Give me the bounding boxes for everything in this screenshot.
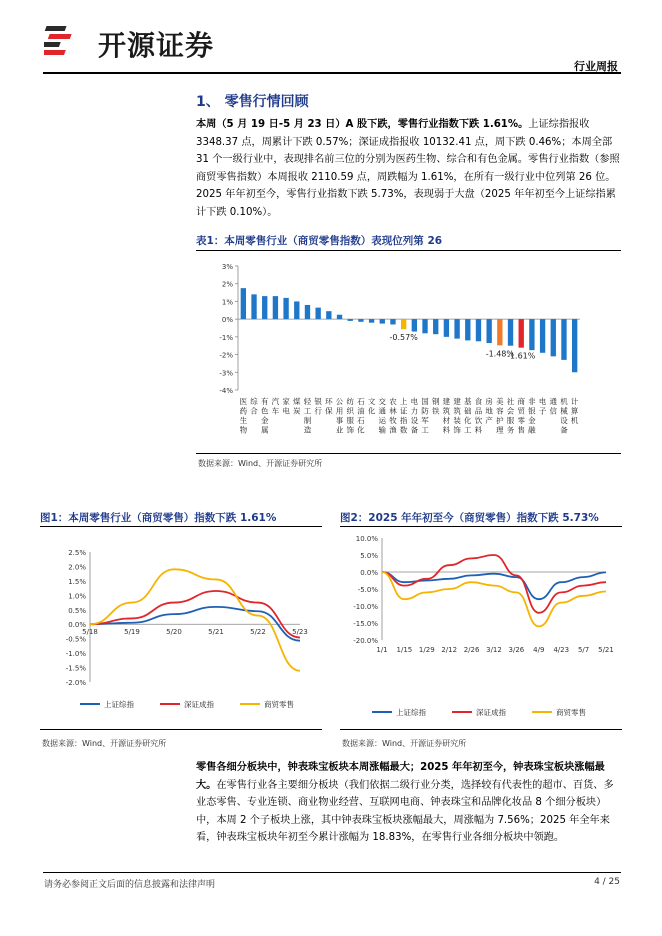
x-tick-label-char: 建: [453, 397, 461, 406]
bar: [380, 319, 385, 323]
x-tick-label-char: 设: [410, 416, 419, 425]
x-tick-label-char: 牧: [389, 416, 397, 425]
bar: [465, 319, 470, 340]
y-tick-label: -10.0%: [353, 603, 378, 611]
bar: [390, 319, 395, 324]
x-tick-label-char: 装: [453, 416, 461, 425]
x-tick-label-char: 机: [560, 397, 568, 406]
x-tick-label-char: 公: [335, 397, 344, 406]
bar: [476, 319, 481, 341]
header-rule: [43, 72, 621, 74]
x-tick-label-char: 化: [464, 416, 472, 425]
x-tick-label-char: 事: [335, 416, 344, 425]
x-tick-label-char: 造: [303, 425, 312, 435]
figure1-bottom-rule: [40, 729, 322, 730]
x-tick-label-char: 保: [325, 406, 333, 416]
x-tick-label-char: 力: [410, 406, 419, 416]
y-tick-label: 0.5%: [68, 606, 86, 615]
bar: [508, 319, 513, 346]
x-tick-label-char: 护: [496, 416, 504, 425]
paragraph-2: [196, 759, 622, 847]
data-label: -1.61%: [507, 351, 536, 361]
bar: [497, 319, 502, 345]
x-tick-label-char: 械: [560, 406, 568, 416]
x-tick-label-char: 通: [549, 397, 558, 406]
y-tick-label: 0%: [221, 316, 233, 325]
bar: [444, 319, 449, 337]
x-tick-label-char: 售: [517, 425, 525, 435]
x-tick-label: 4/23: [553, 646, 570, 654]
brand-name: 开源证券: [98, 29, 215, 62]
bar: [540, 319, 545, 353]
x-tick-label: 5/20: [166, 628, 182, 637]
table1-caption: 表1：本周零售行业（商贸零售指数）表现位列第 26: [196, 235, 443, 247]
x-tick-label-char: 军: [421, 416, 429, 425]
x-tick-label-char: 油: [357, 406, 365, 416]
figure2-caption: 图2：2025 年年初至今（商贸零售）指数下跌 5.73%: [340, 512, 599, 524]
x-tick-label-char: 设: [560, 416, 568, 425]
bar: [519, 319, 524, 348]
figure2-source: 数据来源：Wind、开源证券研究所: [342, 739, 467, 748]
x-tick-label-char: 钢: [431, 397, 440, 406]
logo-icon: [44, 22, 92, 62]
x-tick-label: 1/15: [396, 646, 413, 654]
x-tick-label-char: 房: [485, 397, 493, 406]
bar: [241, 288, 246, 319]
x-tick-label-char: 工: [421, 425, 429, 435]
y-tick-label: 2.5%: [68, 549, 86, 557]
x-tick-label-char: 渔: [389, 425, 397, 435]
x-tick-label: 5/21: [598, 646, 614, 654]
bar: [283, 298, 288, 319]
y-tick-label: -3%: [219, 369, 233, 378]
x-tick-label: 3/12: [486, 646, 502, 654]
x-tick-label-char: 商: [517, 397, 525, 406]
x-tick-label-char: 银: [314, 397, 322, 406]
industry-bar-chart: [196, 252, 622, 452]
x-tick-label-char: 非: [528, 397, 536, 406]
x-tick-label-char: 铁: [431, 406, 440, 416]
x-tick-label-char: 服: [346, 416, 354, 425]
x-tick-label-char: 轻: [303, 397, 312, 406]
x-tick-label-char: 饰: [453, 425, 461, 435]
bar: [294, 301, 299, 319]
y-tick-label: 1.0%: [68, 592, 86, 601]
bar: [326, 311, 331, 319]
x-tick-label-char: 林: [389, 406, 397, 416]
x-tick-label-char: 属: [260, 425, 269, 435]
data-label: -1.48%: [485, 349, 514, 359]
page-number: 4 / 25: [594, 877, 620, 887]
x-tick-label-char: 理: [496, 425, 504, 435]
x-tick-label-char: 文: [367, 397, 376, 406]
x-tick-label-char: 料: [474, 425, 483, 435]
x-tick-label-char: 煤: [293, 397, 301, 406]
x-tick-label-char: 业: [335, 425, 344, 435]
x-tick-label-char: 电: [538, 397, 547, 406]
x-tick-label: 1/1: [376, 646, 388, 654]
x-tick-label-char: 美: [496, 397, 504, 406]
y-tick-label: -20.0%: [353, 637, 378, 645]
footer-disclaimer: 请务必参阅正文后面的信息披露和法律声明: [44, 880, 216, 890]
x-tick-label-char: 基: [464, 397, 472, 406]
section-title: 1、 零售行情回顾: [196, 94, 309, 110]
x-tick-label-char: 石: [357, 416, 365, 425]
bar: [273, 296, 278, 319]
x-tick-label-char: 贸: [517, 406, 525, 416]
x-tick-label-char: 汽: [271, 397, 280, 406]
x-tick-label: 3/26: [508, 646, 525, 654]
y-tick-label: -1%: [219, 333, 233, 342]
x-tick-label-char: 综: [250, 397, 258, 406]
x-tick-label-char: 础: [464, 406, 472, 416]
x-tick-label-char: 化: [367, 406, 376, 416]
x-tick-label-char: 指: [399, 416, 408, 425]
x-tick-label-char: 制: [303, 416, 312, 425]
x-tick-label-char: 电: [282, 406, 290, 416]
x-tick-label-char: 数: [399, 425, 408, 435]
x-tick-label-char: 社: [506, 397, 515, 406]
x-tick-label-char: 国: [421, 397, 429, 406]
y-tick-label: -2.0%: [65, 679, 86, 687]
x-tick-label-char: 地: [485, 406, 493, 416]
x-tick-label-char: 务: [506, 425, 515, 435]
y-tick-label: 2.0%: [68, 563, 86, 572]
x-tick-label-char: 交: [378, 397, 387, 406]
x-tick-label-char: 会: [506, 406, 515, 416]
bar: [358, 319, 363, 322]
bar: [433, 319, 438, 334]
x-tick-label-char: 生: [239, 416, 248, 425]
x-tick-label: 5/18: [82, 628, 98, 637]
brand-logo: [44, 22, 92, 62]
x-tick-label-char: 家: [282, 397, 290, 406]
y-tick-label: -1.5%: [65, 664, 86, 673]
y-tick-label: -5.0%: [357, 586, 378, 594]
figure1-source: 数据来源：Wind、开源证券研究所: [42, 739, 167, 748]
y-tick-label: -2%: [219, 351, 233, 360]
x-tick-label: 5/21: [208, 628, 224, 637]
x-tick-label: 5/22: [250, 628, 266, 637]
x-tick-label: 2/12: [441, 646, 458, 654]
report-type: 行业周报: [574, 60, 618, 73]
bar: [337, 315, 342, 319]
y-tick-label: 5.0%: [360, 552, 378, 560]
x-tick-label-char: 用: [335, 406, 344, 416]
x-tick-label-char: 色: [260, 406, 269, 416]
y-tick-label: 0.0%: [68, 621, 86, 630]
legend-label: 深证成指: [476, 708, 506, 717]
paragraph-1-lead: 本周（5 月 19 日-5 月 23 日）A 股下跌，零售行业指数下跌 1.61%。: [196, 119, 529, 130]
bar: [369, 319, 374, 323]
figure2-top-rule: [340, 526, 622, 527]
x-tick-label-char: 运: [378, 416, 387, 425]
x-tick-label-char: 算: [570, 406, 579, 416]
weekly-line-chart: [40, 528, 322, 728]
x-tick-label-char: 筑: [453, 406, 461, 416]
x-tick-label-char: 融: [528, 425, 536, 435]
bar: [305, 305, 310, 319]
y-tick-label: -1.0%: [65, 650, 86, 659]
x-tick-label-char: 计: [570, 397, 579, 406]
bar: [561, 319, 566, 360]
table1-source: 数据来源：Wind、开源证券研究所: [198, 459, 323, 468]
y-tick-label: -0.5%: [65, 635, 86, 644]
paragraph-1: [196, 116, 622, 221]
x-tick-label-char: 产: [485, 416, 493, 425]
x-tick-label-char: 零: [517, 416, 525, 425]
legend-label: 商贸零售: [556, 708, 586, 717]
y-tick-label: 2%: [221, 280, 233, 289]
x-tick-label-char: 银: [528, 406, 536, 416]
x-tick-label-char: 饮: [474, 416, 483, 425]
x-tick-label-char: 合: [250, 406, 258, 416]
x-tick-label-char: 建: [442, 397, 451, 406]
bar: [551, 319, 556, 356]
y-tick-label: -15.0%: [353, 620, 378, 628]
bar: [454, 319, 459, 338]
data-label: -0.57%: [389, 333, 418, 343]
x-tick-label-char: 织: [346, 406, 354, 416]
legend-label: 深证成指: [184, 700, 214, 709]
x-tick-label-char: 输: [378, 425, 387, 435]
bar: [315, 308, 320, 320]
legend-label: 上证综指: [396, 708, 426, 717]
x-tick-label-char: 纺: [346, 397, 354, 406]
y-tick-label: 0.0%: [360, 569, 378, 577]
x-tick-label-char: 服: [506, 416, 515, 425]
y-tick-label: 3%: [221, 263, 233, 271]
x-tick-label: 5/19: [124, 628, 140, 637]
bar: [572, 319, 577, 372]
x-tick-label-char: 料: [442, 425, 451, 435]
x-tick-label-char: 工: [303, 406, 312, 416]
x-tick-label-char: 容: [496, 406, 504, 416]
y-tick-label: -4%: [219, 387, 233, 395]
table1-top-rule: [196, 250, 621, 251]
x-tick-label-char: 药: [239, 406, 248, 416]
x-tick-label-char: 上: [399, 397, 408, 406]
x-tick-label: 2/26: [463, 646, 480, 654]
x-tick-label-char: 工: [464, 425, 472, 435]
x-tick-label-char: 筑: [442, 406, 451, 416]
x-tick-label-char: 环: [325, 397, 333, 406]
x-tick-label-char: 金: [260, 416, 269, 425]
bar: [486, 319, 491, 343]
x-tick-label-char: 通: [378, 406, 387, 416]
x-tick-label-char: 证: [399, 406, 408, 416]
x-tick-label-char: 电: [410, 397, 419, 406]
bar: [529, 319, 534, 350]
series-line: [90, 607, 300, 641]
x-tick-label-char: 行: [314, 406, 322, 416]
x-tick-label-char: 石: [357, 397, 365, 406]
x-tick-label-char: 医: [239, 397, 248, 406]
footer-rule: [43, 872, 621, 873]
x-tick-label-char: 品: [474, 406, 483, 416]
x-tick-label-char: 有: [260, 397, 269, 406]
x-tick-label-char: 食: [474, 397, 483, 406]
bar: [251, 294, 256, 319]
ytd-line-chart: [340, 528, 622, 728]
x-tick-label-char: 防: [421, 406, 429, 416]
bar: [412, 319, 417, 331]
figure1-caption: 图1：本周零售行业（商贸零售）指数下跌 1.61%: [40, 512, 277, 524]
bar: [422, 319, 427, 333]
bar: [348, 319, 353, 321]
x-tick-label: 5/7: [577, 646, 590, 654]
bar: [262, 296, 267, 319]
x-tick-label-char: 农: [389, 397, 397, 406]
x-tick-label-char: 物: [239, 425, 248, 435]
table1-bottom-rule: [196, 453, 621, 454]
x-tick-label-char: 备: [410, 425, 419, 435]
paragraph-2-body: 在零售行业各主要细分板块（我们依据二级行业分类，选择较有代表性的超市、百货、多业态零售、专业连锁、商业物业经营、互联网电商、钟表珠宝和品牌化妆品 8 个细分板块）中，本周 2 个子板块上涨，其中钟表珠宝板块涨幅最大，周涨幅为 7.56%；2025 年全年来看，钟表珠宝板块年初至今累计涨幅为 18.83%，在零售行业各细分板块中领跑。: [196, 779, 614, 843]
x-tick-label-char: 化: [357, 425, 365, 435]
x-tick-label-char: 备: [560, 425, 568, 435]
figure1-top-rule: [40, 526, 322, 527]
x-tick-label-char: 机: [570, 416, 579, 425]
y-tick-label: 10.0%: [355, 535, 378, 543]
x-tick-label-char: 车: [271, 406, 280, 416]
x-tick-label: 4/9: [533, 646, 545, 654]
y-tick-label: 1%: [221, 298, 233, 307]
x-tick-label: 1/29: [418, 646, 435, 654]
x-tick-label-char: 炭: [293, 406, 301, 416]
series-line: [382, 555, 606, 613]
x-tick-label-char: 材: [442, 416, 451, 425]
bar: [401, 319, 406, 329]
figure2-bottom-rule: [340, 729, 622, 730]
y-tick-label: 1.5%: [68, 577, 86, 586]
x-tick-label-char: 信: [549, 406, 558, 416]
paragraph-2-lead: 零售各细分板块中，钟表珠宝板块本周涨幅最大；2025 年年初至今，钟表珠宝板块涨幅最大。: [196, 762, 605, 791]
legend-label: 商贸零售: [264, 700, 294, 709]
x-tick-label-char: 饰: [346, 425, 354, 435]
x-tick-label-char: 子: [538, 406, 547, 416]
paragraph-1-body: 上证综指报收 3348.37 点，周累计下跌 0.57%；深证成指报收 10132.41 点，周下跌 0.46%；本周全部 31 个一级行业中，表现排名前三位的分别为医药生物、综合和有色金属。零售行业指数（参照商贸零售指数）本周报收 2110.59 点，周跌幅为 1.61%，在所有一级行业中位列第 26 位。2025 年年初至今，零售行业指数下跌 5.73%，表现弱于大盘（2025 年年初至今上证综指累计下跌 0.10%）。: [196, 119, 620, 218]
legend-label: 上证综指: [104, 700, 134, 709]
x-tick-label: 5/23: [292, 628, 308, 637]
x-tick-label-char: 金: [528, 416, 536, 425]
